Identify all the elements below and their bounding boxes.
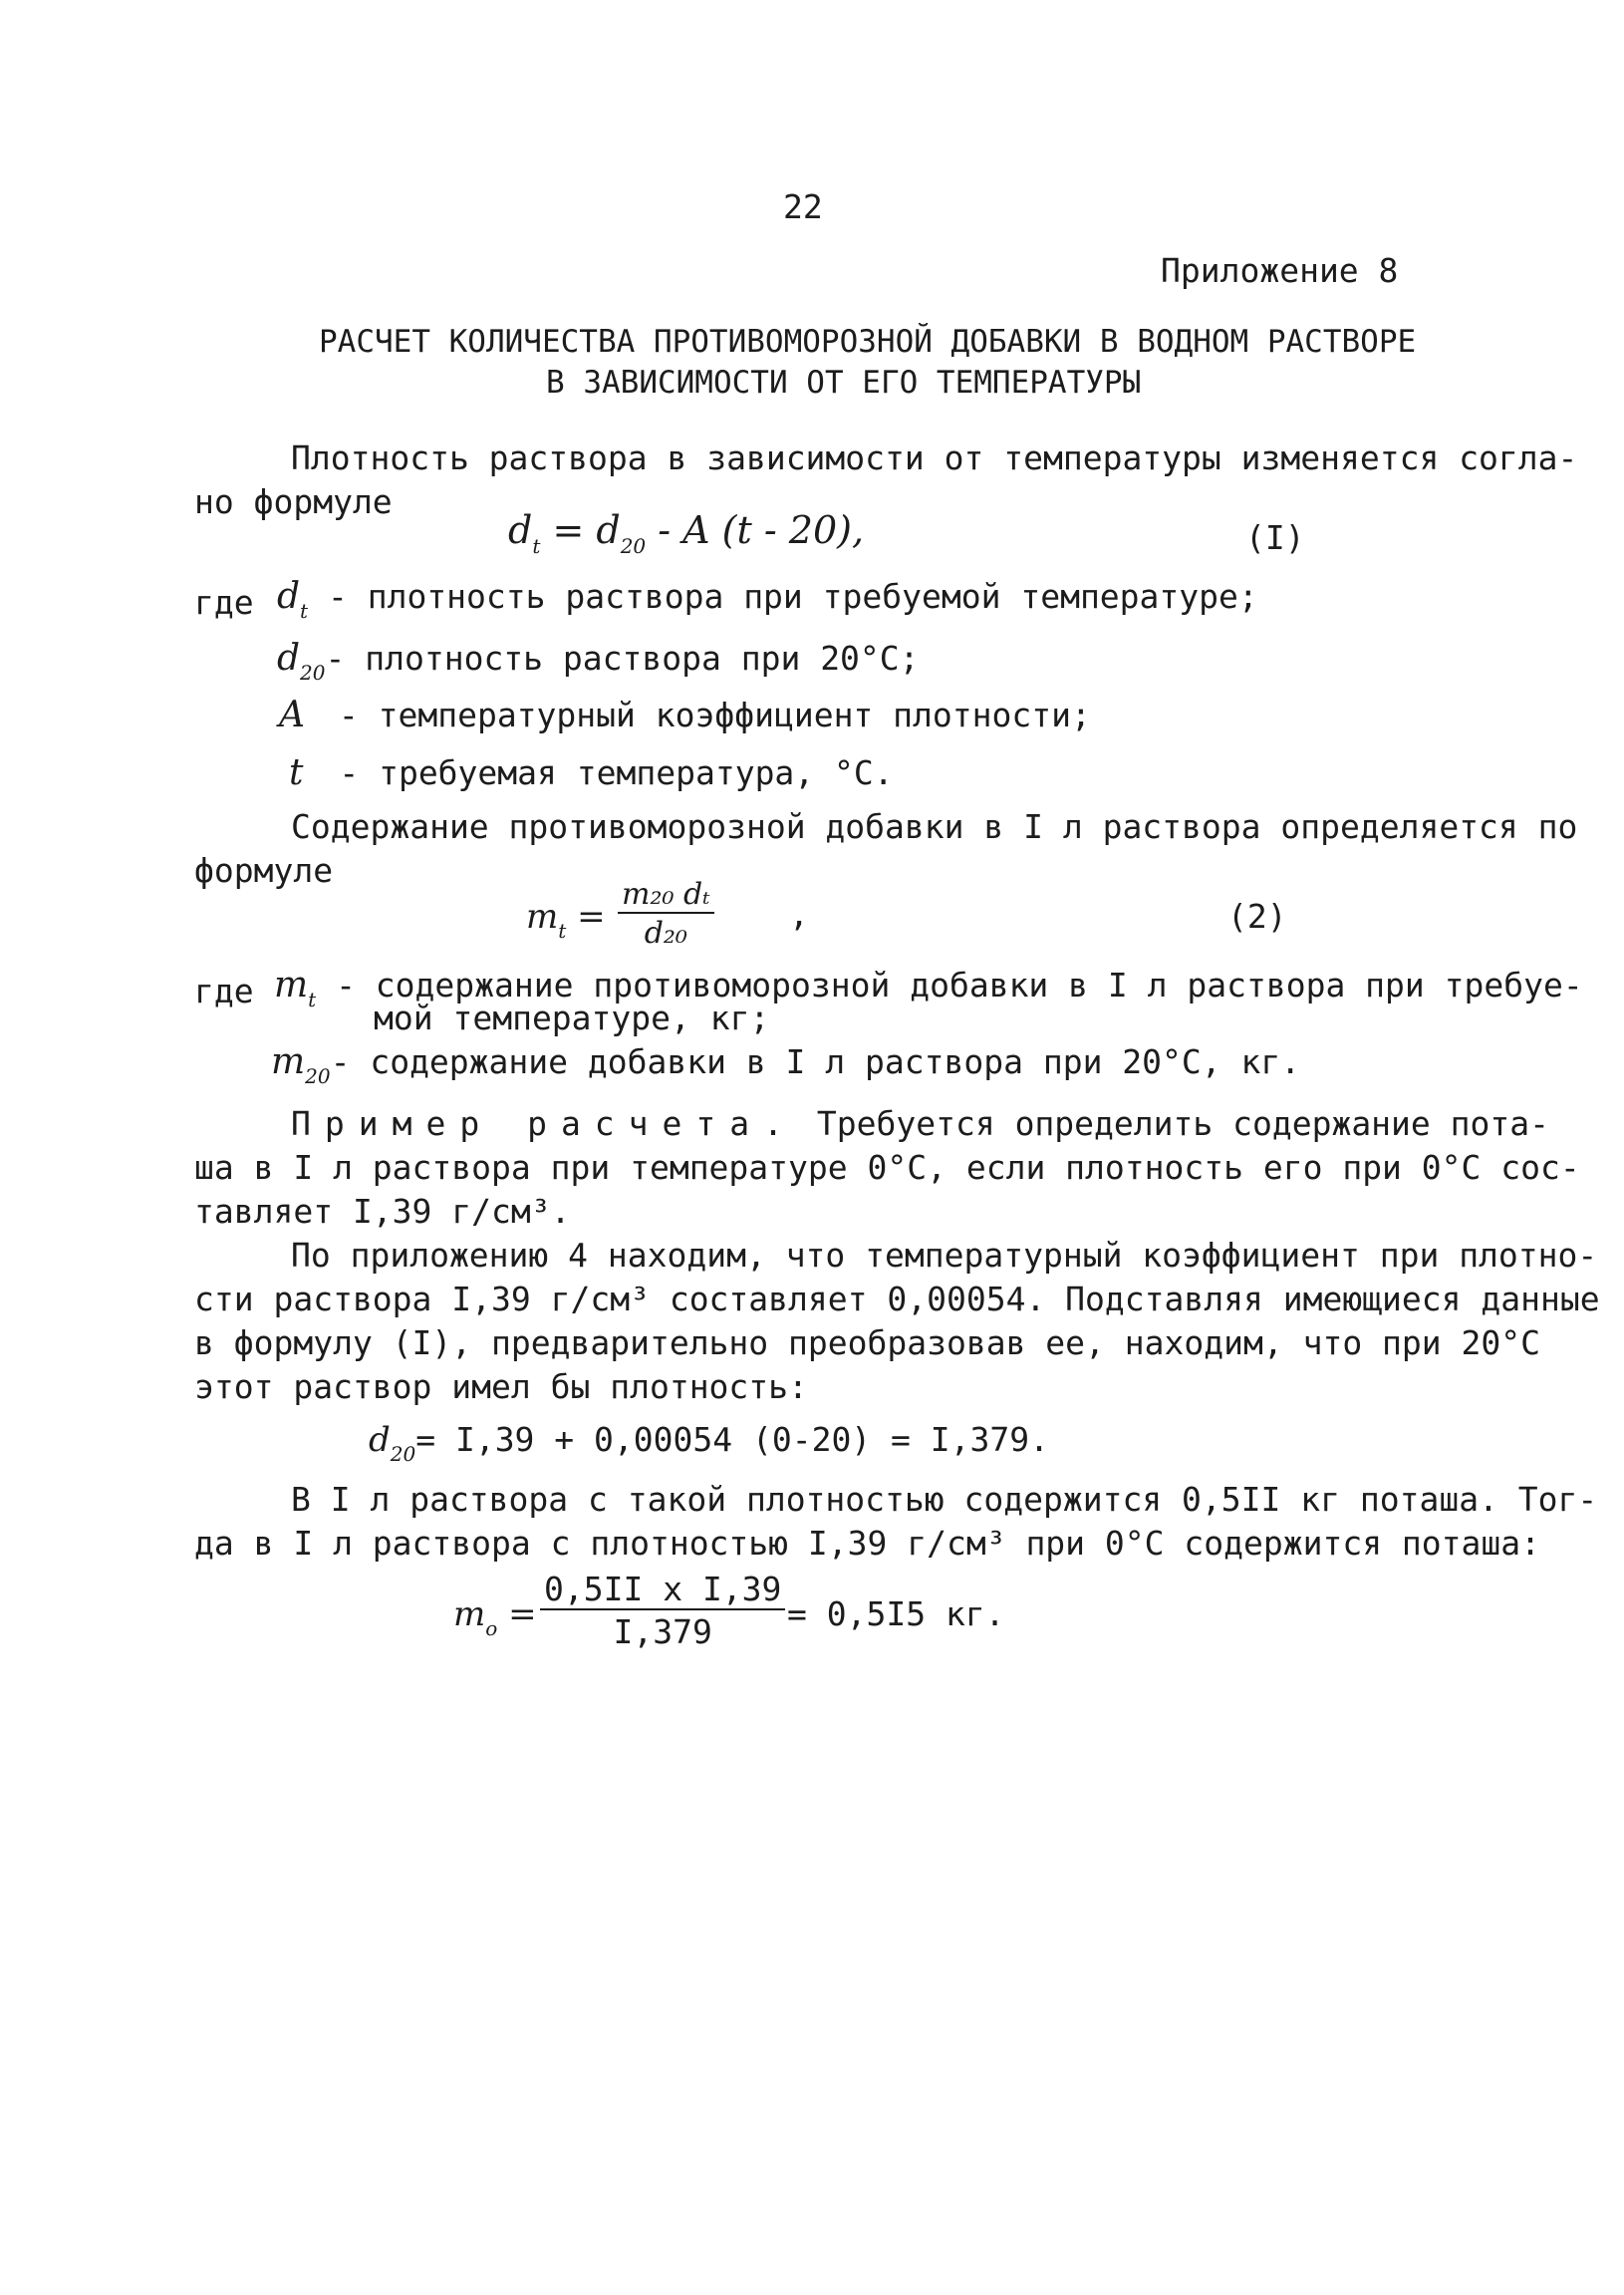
where-1-sub: t — [300, 599, 309, 623]
formula-1-eq: = — [540, 508, 597, 552]
formula-3-lhs-sub: 20 — [390, 1442, 416, 1466]
example-heading: Пример расчета. — [291, 1104, 798, 1143]
where-2-item — [271, 1041, 1301, 1088]
formula-1-rhs-sub: 20 — [620, 534, 647, 558]
where-1-item — [277, 638, 920, 685]
where-2-text-cont: мой температуре, кг; — [374, 999, 770, 1037]
where-1-item — [277, 576, 1258, 623]
where-1-lead: где — [194, 583, 254, 622]
formula-2-denominator: d₂₀ — [644, 916, 687, 951]
formula-1 — [508, 508, 865, 558]
where-1-text: - плотность раствора при требуемой температуре; — [327, 577, 1258, 616]
app4-line-3: в формулу (I), предварительно преобразовав ее, находим, что при 20°С — [194, 1323, 1541, 1362]
app4-line-4: этот раствор имел бы плотность: — [194, 1367, 808, 1406]
final-line-1: В I л раствора с такой плотностью содержится 0,5II кг поташа. Тог- — [291, 1480, 1598, 1519]
formula-4-lhs-sub: o — [485, 1616, 498, 1640]
where-2-text: - содержание добавки в I л раствора при 20°С, кг. — [330, 1042, 1301, 1081]
appendix-label: Приложение 8 — [1161, 251, 1399, 290]
formula-4-lhs-sym: m — [453, 1594, 486, 1634]
where-1-sym: d — [277, 576, 301, 617]
formula-4-denominator: I,379 — [613, 1612, 712, 1651]
app4-line-1: По приложению 4 находим, что температурный коэффициент при плотно- — [291, 1236, 1598, 1275]
where-1-text: - температурный коэффициент плотности; — [338, 696, 1091, 734]
formula-2-lhs-sub: t — [558, 919, 567, 943]
formula-1-number: (I) — [1245, 518, 1305, 557]
where-2-lead: где — [194, 972, 254, 1010]
formula-3 — [369, 1420, 1049, 1466]
where-1-sym: t — [289, 752, 304, 793]
content-line-2: формуле — [194, 851, 334, 890]
where-2-sub: 20 — [305, 1064, 331, 1088]
where-2-sub: t — [308, 988, 317, 1011]
intro-line-1: Плотность раствора в зависимости от температуры изменяется согла- — [291, 438, 1578, 477]
title-line-2: В ЗАВИСИМОСТИ ОТ ЕГО ТЕМПЕРАТУРЫ — [546, 365, 1142, 401]
example-line-1-rest: Требуется определить содержание пота- — [816, 1104, 1549, 1143]
formula-2-number: (2) — [1227, 897, 1287, 936]
where-2-sym: m — [274, 965, 309, 1005]
formula-1-rhs-d: d — [596, 508, 621, 552]
example-line-2: ша в I л раствора при температуре 0°С, если плотность его при 0°С сос- — [194, 1148, 1580, 1187]
where-1-sym: A — [279, 695, 305, 735]
formula-4-numerator: 0,5II x I,39 — [540, 1570, 785, 1610]
formula-1-rhs-rest: - A (t - 20), — [646, 508, 865, 552]
where-2-text: - содержание противоморозной добавки в I л раствора при требуе- — [336, 966, 1583, 1004]
formula-1-lhs-sub: t — [532, 534, 541, 558]
example-line-1 — [291, 1104, 1549, 1143]
example-line-3: тавляет I,39 г/см³. — [194, 1192, 571, 1231]
formula-4-fraction — [540, 1570, 785, 1651]
formula-3-rhs: = I,39 + 0,00054 (0-20) = I,379. — [415, 1420, 1049, 1459]
where-1-text: - плотность раствора при 20°С; — [325, 639, 920, 678]
formula-4-lhs: $m_o$ = — [453, 1594, 537, 1640]
formula-4-rhs: = 0,5I5 кг. — [787, 1594, 1005, 1633]
where-1-sub: 20 — [300, 661, 326, 685]
final-line-2: да в I л раствора с плотностью I,39 г/см³ при 0°С содержится поташа: — [194, 1524, 1541, 1563]
where-2-sym: m — [271, 1041, 306, 1082]
formula-2-lhs: $m_t$ = — [526, 897, 606, 943]
app4-line-2: сти раствора I,39 г/см³ составляет 0,00054. Подставляя имеющиеся данные — [194, 1280, 1600, 1318]
content-line-1: Содержание противоморозной добавки в I л раствора определяется по — [291, 807, 1578, 846]
formula-2-fraction — [618, 877, 714, 951]
where-1-item — [289, 752, 894, 793]
formula-2-numerator: m₂₀ dₜ — [618, 877, 714, 914]
formula-2-lhs-sym: m — [526, 897, 559, 937]
where-1-item — [279, 695, 1091, 735]
formula-1-lhs: d — [508, 508, 533, 552]
formula-3-lhs: d — [369, 1420, 391, 1460]
formula-2-tail: , — [789, 895, 809, 934]
where-1-sym: d — [277, 638, 301, 679]
title-line-1: РАСЧЕТ КОЛИЧЕСТВА ПРОТИВОМОРОЗНОЙ ДОБАВКИ В ВОДНОМ РАСТВОРЕ — [319, 324, 1417, 360]
page-number: 22 — [783, 187, 823, 226]
intro-line-2: но формуле — [194, 482, 393, 521]
where-1-text: - требуемая температура, °С. — [339, 753, 894, 792]
